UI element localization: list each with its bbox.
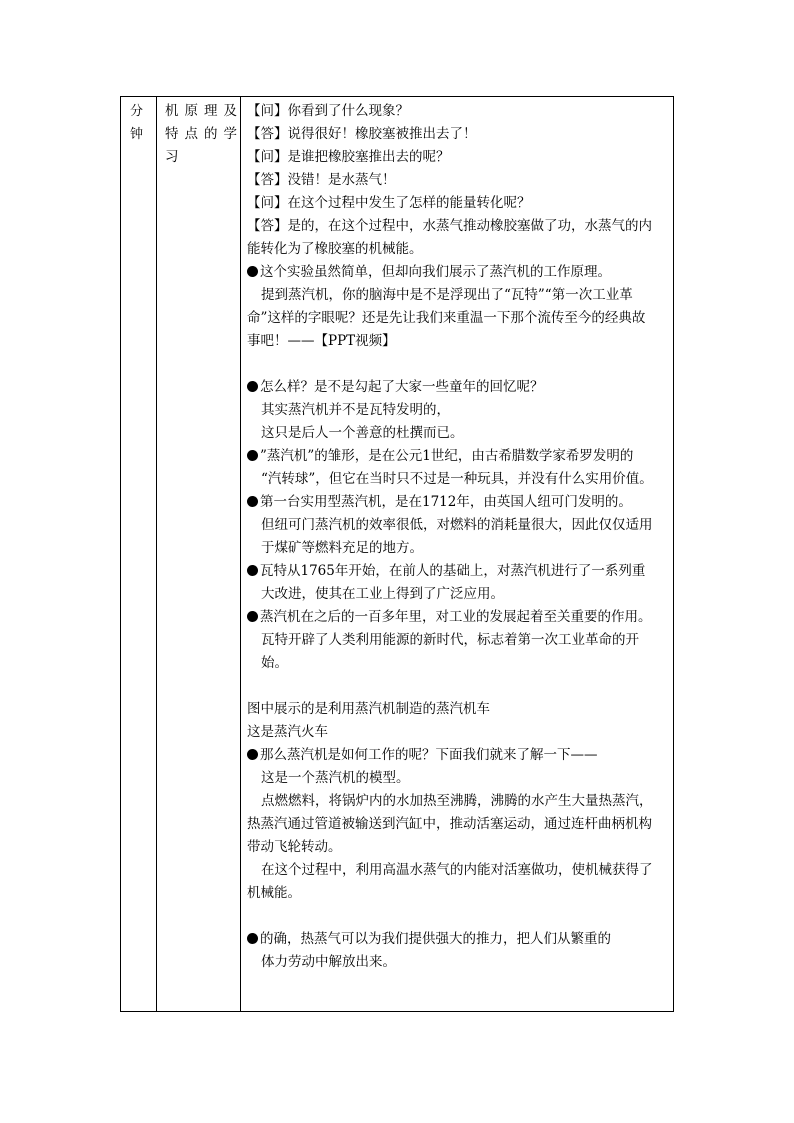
bullet-icon <box>247 381 258 392</box>
bullet-icon <box>247 933 258 944</box>
bullet-icon <box>247 496 258 507</box>
text-line: 体力劳动中解放出来。 <box>261 954 396 970</box>
section-title-line: 特点的学 <box>165 126 243 142</box>
time-text-line: 钟 <box>130 127 144 142</box>
content-cell <box>241 97 674 974</box>
text-line: 图中展示的是利用蒸汽机制造的蒸汽机车 <box>247 701 490 717</box>
bullet-line <box>247 445 669 468</box>
bullet-line <box>247 376 669 399</box>
text-line: 这是蒸汽火车 <box>247 724 328 740</box>
text-line: 其实蒸汽机并不是瓦特发明的， <box>261 402 450 418</box>
section-title-line: 习 <box>165 149 185 165</box>
question-line: 【问】在这个过程中发生了怎样的能量转化呢？ <box>247 195 531 211</box>
text-line: 机械能。 <box>247 885 301 901</box>
answer-line: 【答】没错！是水蒸气！ <box>247 172 396 188</box>
section-title-line: 机原理及 <box>165 103 243 119</box>
lesson-table <box>120 96 674 1012</box>
answer-line: 【答】说得很好！橡胶塞被推出去了！ <box>247 126 477 142</box>
bullet-text: 怎么样？是不是勾起了大家一些童年的回忆呢？ <box>260 379 544 395</box>
text-line: 始。 <box>261 655 288 671</box>
text-line: 命”这样的字眼呢？还是先让我们来重温一下那个流传至今的经典故 <box>247 310 646 326</box>
bullet-icon <box>247 611 258 622</box>
bullet-text: 那么蒸汽机是如何工作的呢？下面我们就来了解一下—— <box>260 747 598 763</box>
section-title-cell <box>157 97 243 169</box>
question-line: 【问】是谁把橡胶塞推出去的呢？ <box>247 149 450 165</box>
bullet-icon <box>247 749 258 760</box>
text-line: 这是一个蒸汽机的模型。 <box>261 770 410 786</box>
text-line: 热蒸汽通过管道被输送到汽缸中，推动活塞运动，通过连杆曲柄机构 <box>247 816 652 832</box>
text-line: 瓦特开辟了人类利用能源的新时代，标志着第一次工业革命的开 <box>261 632 639 648</box>
bullet-line <box>247 261 669 284</box>
bullet-text: ”蒸汽机”的雏形，是在公元1世纪，由古希腊数学家希罗发明的 <box>260 448 634 464</box>
text-line: 提到蒸汽机，你的脑海中是不是浮现出了“瓦特”“第一次工业革 <box>261 287 633 303</box>
column-divider <box>156 97 157 1011</box>
bullet-line <box>247 560 669 583</box>
bullet-line <box>247 491 669 514</box>
text-line: 于煤矿等燃料充足的地方。 <box>261 540 423 556</box>
text-line: 在这个过程中，利用高温水蒸气的内能对活塞做功，使机械获得了 <box>261 862 653 878</box>
text-line: “汽转球”，但它在当时只不过是一种玩具，并没有什么实用价值。 <box>261 471 653 487</box>
text-line: 事吧！——【PPT视频】 <box>247 333 396 349</box>
time-cell <box>121 97 156 146</box>
time-text-line: 分 <box>130 104 144 119</box>
text-line: 这只是后人一个善意的杜撰而已。 <box>261 425 464 441</box>
bullet-line <box>247 606 669 629</box>
bullet-icon <box>247 450 258 461</box>
bullet-text: 瓦特从1765年开始，在前人的基础上，对蒸汽机进行了一系列重 <box>260 563 646 579</box>
blank-line <box>247 353 669 376</box>
text-line: 能转化为了橡胶塞的机械能。 <box>247 241 423 257</box>
bullet-text: 第一台实用型蒸汽机，是在1712年，由英国人纽可门发明的。 <box>260 494 632 510</box>
question-line: 【问】你看到了什么现象？ <box>247 103 409 119</box>
blank-line <box>247 675 669 698</box>
text-line: 但纽可门蒸汽机的效率很低，对燃料的消耗量很大，因此仅仅适用 <box>261 517 653 533</box>
text-line: 点燃燃料，将锅炉内的水加热至沸腾，沸腾的水产生大量热蒸汽， <box>261 793 653 809</box>
bullet-line <box>247 928 669 951</box>
text-line: 带动飞轮转动。 <box>247 839 342 855</box>
bullet-text: 这个实验虽然简单，但却向我们展示了蒸汽机的工作原理。 <box>260 264 611 280</box>
blank-line <box>247 905 669 928</box>
text-line: 大改进，使其在工业上得到了广泛应用。 <box>261 586 504 602</box>
bullet-text: 的确，热蒸气可以为我们提供强大的推力，把人们从繁重的 <box>260 931 611 947</box>
answer-line: 【答】是的，在这个过程中，水蒸气推动橡胶塞做了功，水蒸气的内 <box>247 218 652 234</box>
bullet-icon <box>247 266 258 277</box>
bullet-icon <box>247 565 258 576</box>
bullet-text: 蒸汽机在之后的一百多年里，对工业的发展起着至关重要的作用。 <box>260 609 652 625</box>
bullet-line <box>247 744 669 767</box>
